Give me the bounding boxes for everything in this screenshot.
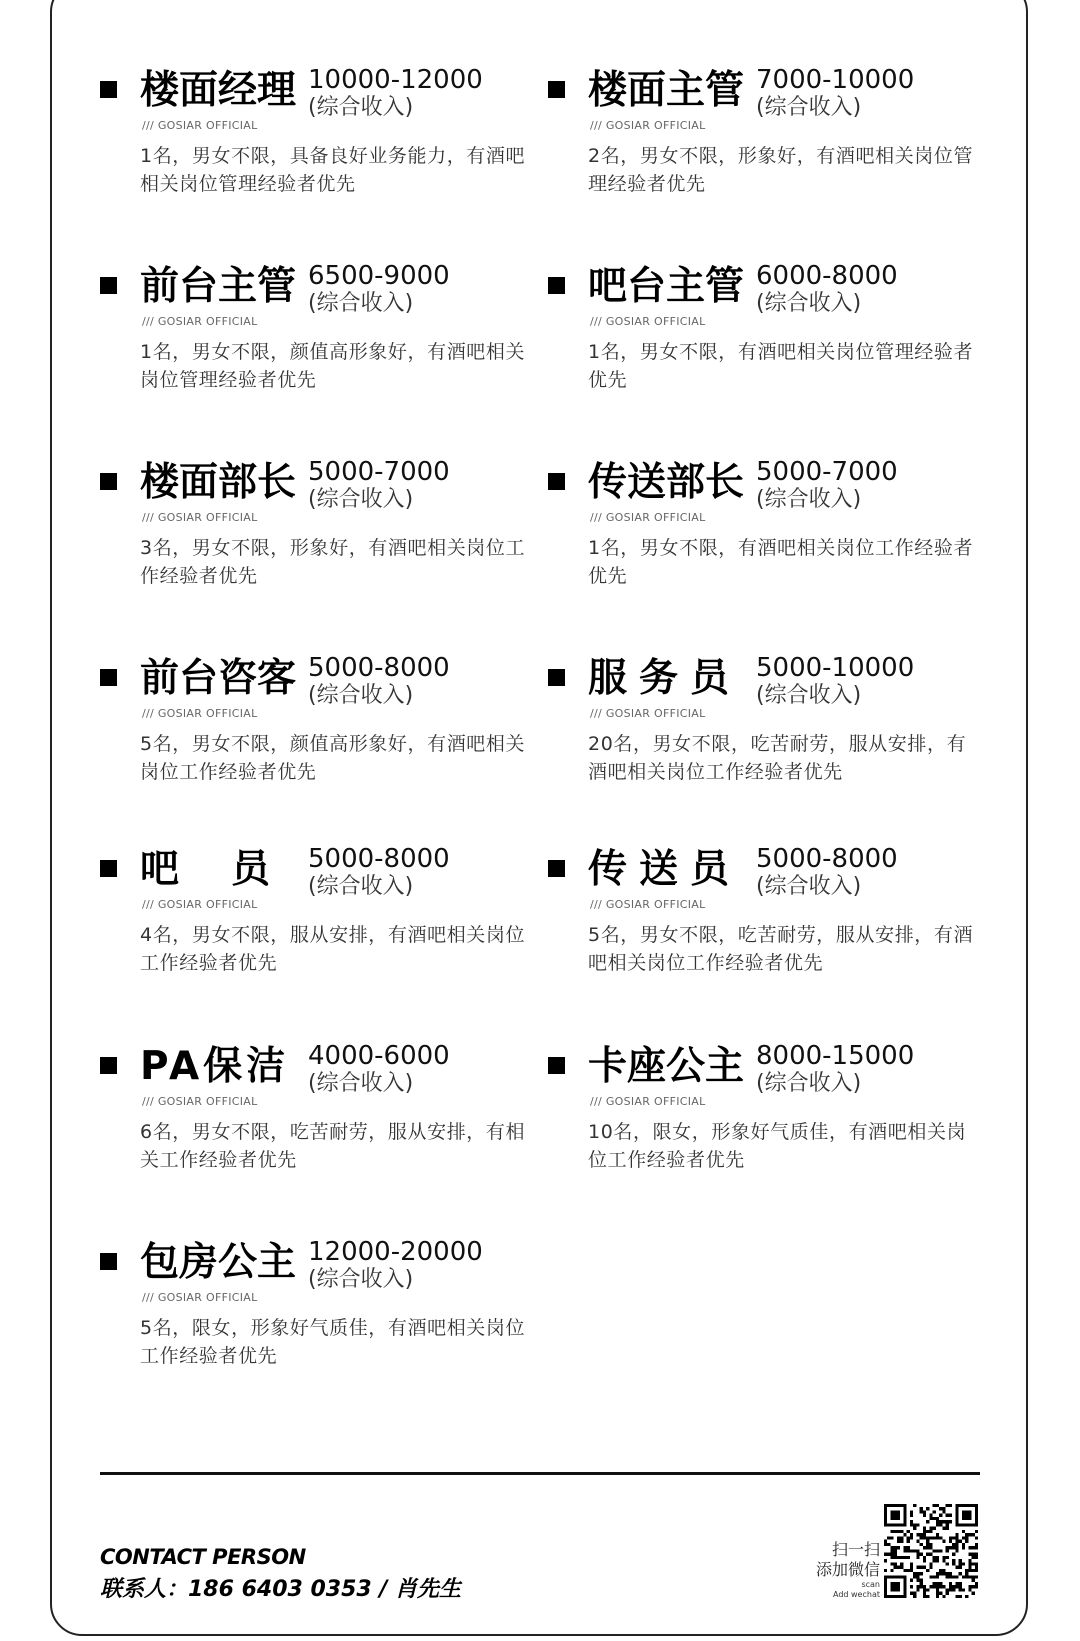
brand-tag: /// GOSIAR OFFICIAL: [590, 707, 706, 720]
brand-tag: /// GOSIAR OFFICIAL: [142, 1095, 258, 1108]
footer-divider: [100, 1472, 980, 1475]
job-title: [140, 844, 270, 896]
job-salary: 5000-10000: [756, 653, 915, 683]
income-note: (综合收入): [756, 874, 862, 899]
bullet-icon: [100, 473, 117, 490]
brand-tag: /// GOSIAR OFFICIAL: [142, 707, 258, 720]
income-note: (综合收入): [756, 95, 862, 120]
bullet-icon: [100, 860, 117, 877]
job-salary: 12000-20000: [308, 1237, 483, 1267]
job-title: 前台主管: [140, 264, 297, 309]
job-title: 传送部长: [588, 460, 745, 505]
job-description: 1名，男女不限，颜值高形象好，有酒吧相关岗位管理经验者优先: [140, 341, 526, 391]
job-title: 楼面主管: [588, 68, 745, 113]
add-wechat-en-line: Add wechat: [832, 1590, 880, 1599]
income-note: (综合收入): [756, 487, 862, 512]
bullet-icon: [548, 81, 565, 98]
job-title: 前台咨客: [140, 656, 297, 701]
job-description: 1名，男女不限，有酒吧相关岗位管理经验者优先: [588, 341, 974, 391]
job-title: 服务员: [588, 656, 742, 701]
bullet-icon: [100, 81, 117, 98]
job-description: 3名，男女不限，形象好，有酒吧相关岗位工作经验者优先: [140, 537, 526, 587]
bullet-icon: [100, 1057, 117, 1074]
job-description: 5名，限女，形象好气质佳，有酒吧相关岗位工作经验者优先: [140, 1317, 526, 1367]
scan-line: 扫一扫: [831, 1540, 880, 1559]
job-salary: 5000-8000: [308, 653, 450, 683]
job-description: 1名，男女不限，具备良好业务能力，有酒吧相关岗位管理经验者优先: [140, 145, 526, 195]
contact-info: 联系人：186 6403 0353 / 肖先生: [100, 1577, 462, 1602]
income-note: (综合收入): [308, 1267, 414, 1292]
job-salary: 5000-8000: [308, 844, 450, 874]
brand-tag: /// GOSIAR OFFICIAL: [590, 511, 706, 524]
job-salary: 4000-6000: [308, 1041, 450, 1071]
income-note: (综合收入): [756, 683, 862, 708]
brand-tag: /// GOSIAR OFFICIAL: [142, 119, 258, 132]
job-title: 楼面部长: [140, 460, 297, 505]
job-salary: 7000-10000: [756, 65, 915, 95]
bullet-icon: [100, 277, 117, 294]
job-title: PA保洁: [140, 1044, 290, 1089]
job-salary: 6500-9000: [308, 261, 450, 291]
bullet-icon: [548, 669, 565, 686]
job-description: 10名，限女，形象好气质佳，有酒吧相关岗位工作经验者优先: [588, 1121, 967, 1171]
brand-tag: /// GOSIAR OFFICIAL: [590, 898, 706, 911]
scan-caption: [800, 1540, 880, 1600]
job-title-part: 员: [230, 847, 270, 892]
income-note: (综合收入): [308, 291, 414, 316]
job-description: 6名，男女不限，吃苦耐劳，服从安排，有相关工作经验者优先: [140, 1121, 526, 1171]
contact-label: CONTACT PERSON: [100, 1545, 306, 1569]
add-wechat-line: 添加微信: [815, 1560, 880, 1579]
job-salary: 5000-7000: [308, 457, 450, 487]
brand-tag: /// GOSIAR OFFICIAL: [590, 1095, 706, 1108]
income-note: (综合收入): [756, 291, 862, 316]
job-description: 1名，男女不限，有酒吧相关岗位工作经验者优先: [588, 537, 974, 587]
bullet-icon: [548, 1057, 565, 1074]
job-salary: 5000-8000: [756, 844, 898, 874]
job-salary: 8000-15000: [756, 1041, 915, 1071]
income-note: (综合收入): [308, 874, 414, 899]
page-frame: [50, 0, 1028, 1636]
bullet-icon: [548, 860, 565, 877]
job-title: 卡座公主: [588, 1044, 745, 1089]
bullet-icon: [100, 1253, 117, 1270]
income-note: (综合收入): [308, 683, 414, 708]
job-title-part: 吧: [140, 847, 180, 892]
bullet-icon: [548, 473, 565, 490]
job-description: 5名，男女不限，颜值高形象好，有酒吧相关岗位工作经验者优先: [140, 733, 526, 783]
brand-tag: /// GOSIAR OFFICIAL: [142, 315, 258, 328]
job-title: 楼面经理: [140, 68, 297, 113]
brand-tag: /// GOSIAR OFFICIAL: [590, 315, 706, 328]
job-title: 吧台主管: [588, 264, 745, 309]
job-description: 4名，男女不限，服从安排，有酒吧相关岗位工作经验者优先: [140, 924, 526, 974]
brand-tag: /// GOSIAR OFFICIAL: [590, 119, 706, 132]
job-title: 传送员: [588, 847, 742, 892]
income-note: (综合收入): [308, 1071, 414, 1096]
scan-en-line: scan: [861, 1580, 880, 1589]
job-salary: 6000-8000: [756, 261, 898, 291]
job-title: 包房公主: [140, 1240, 297, 1285]
job-salary: 10000-12000: [308, 65, 483, 95]
qr-code-icon[interactable]: [884, 1504, 978, 1598]
bullet-icon: [548, 277, 565, 294]
brand-tag: /// GOSIAR OFFICIAL: [142, 511, 258, 524]
job-description: 5名，男女不限，吃苦耐劳，服从安排，有酒吧相关岗位工作经验者优先: [588, 924, 974, 974]
income-note: (综合收入): [756, 1071, 862, 1096]
job-description: 2名，男女不限，形象好，有酒吧相关岗位管理经验者优先: [588, 145, 974, 195]
brand-tag: /// GOSIAR OFFICIAL: [142, 1291, 258, 1304]
brand-tag: /// GOSIAR OFFICIAL: [142, 898, 258, 911]
income-note: (综合收入): [308, 95, 414, 120]
bullet-icon: [100, 669, 117, 686]
job-description: 20名，男女不限，吃苦耐劳，服从安排，有酒吧相关岗位工作经验者优先: [588, 733, 967, 783]
income-note: (综合收入): [308, 487, 414, 512]
job-salary: 5000-7000: [756, 457, 898, 487]
